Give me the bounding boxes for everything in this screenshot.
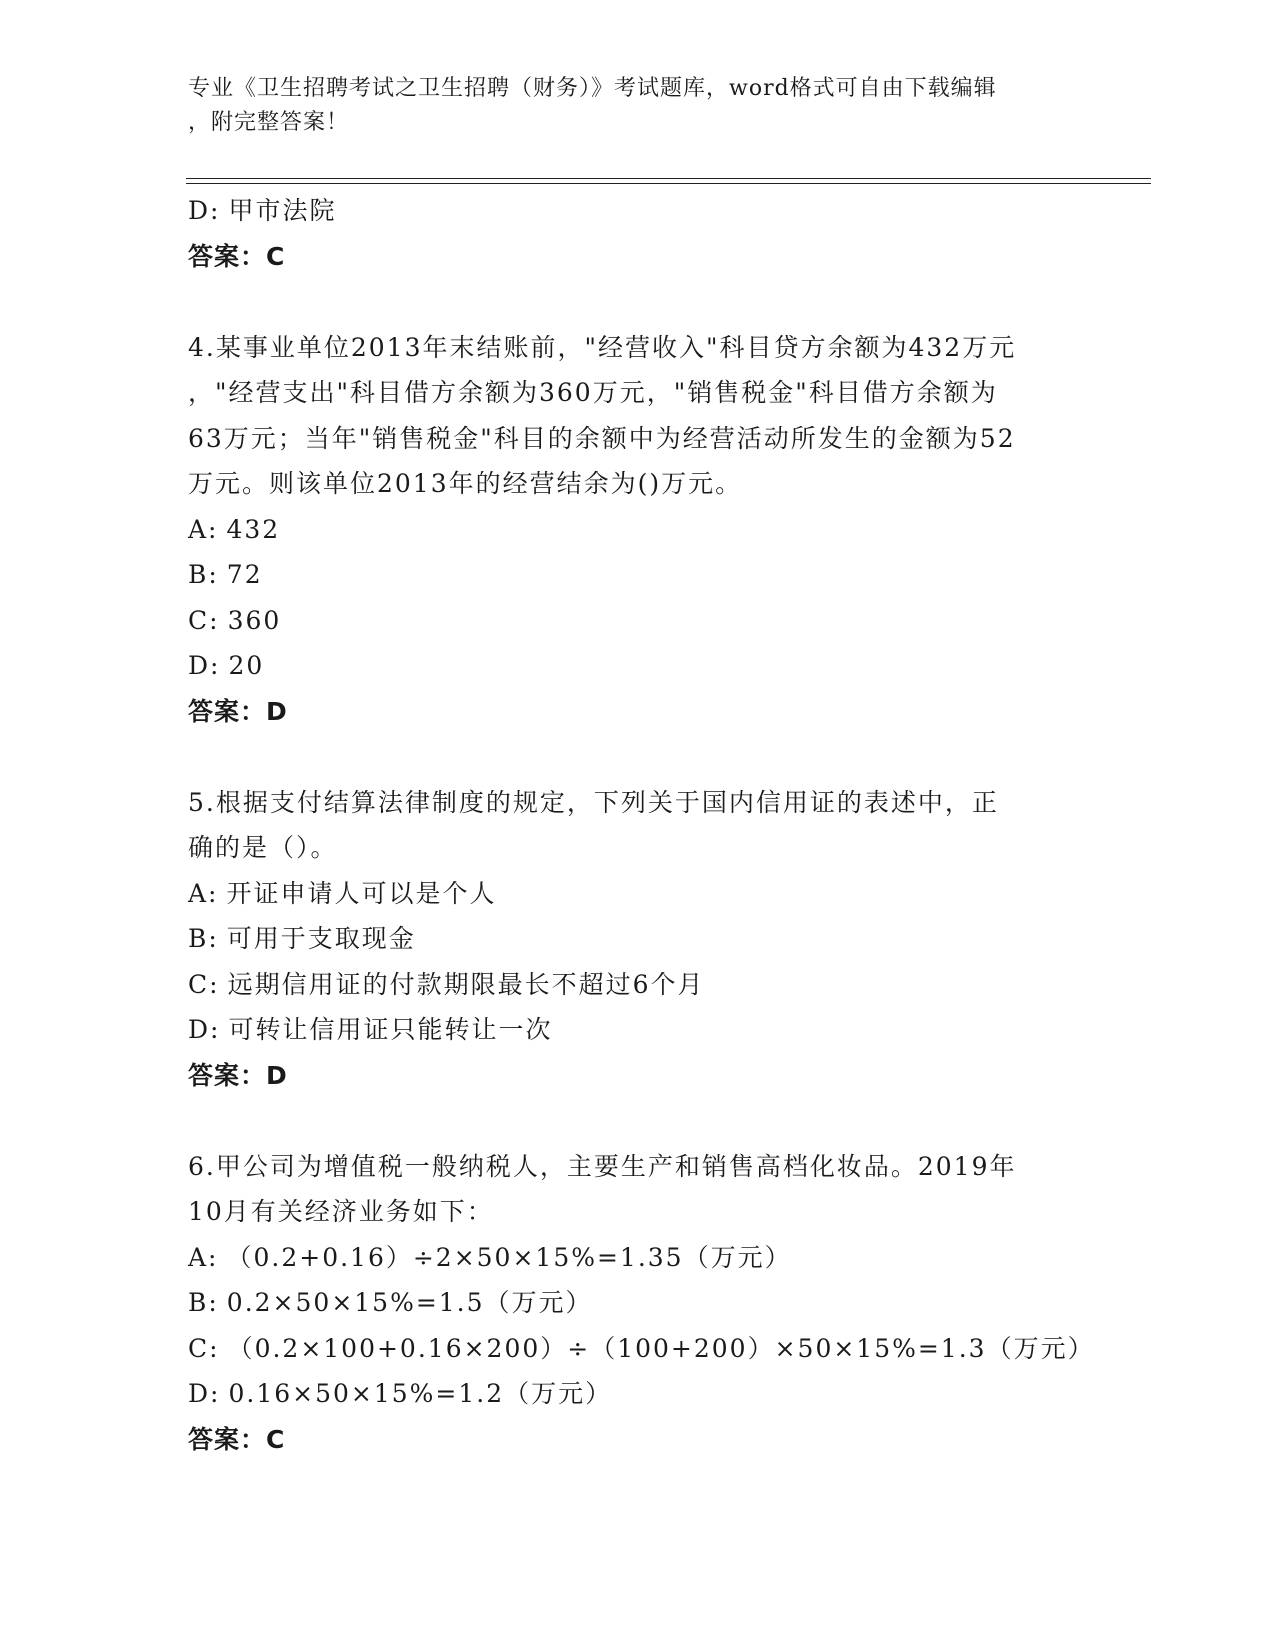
- option-text: 432: [226, 514, 281, 544]
- answer-line: 答案：C: [188, 241, 286, 271]
- option-row: [188, 507, 1088, 553]
- option-row: [188, 1326, 1095, 1372]
- option-row: [188, 916, 1088, 962]
- option-label: D:: [188, 1379, 221, 1408]
- document-header: [188, 72, 1068, 140]
- option-text: 0.16×50×15%=1.2（万元）: [228, 1379, 613, 1408]
- option-row: [188, 1371, 1088, 1417]
- question-block: [188, 1144, 1095, 1463]
- question-text-line: 6.甲公司为增值税一般纳税人，主要生产和销售高档化妆品。2019年: [188, 1151, 1017, 1181]
- question-text-line: 4.某事业单位2013年末结账前，"经营收入"科目贷方余额为432万元: [188, 332, 1017, 362]
- spacer: [188, 279, 1088, 325]
- option-row: [188, 552, 1088, 598]
- answer-line: 答案：D: [188, 696, 288, 726]
- option-text: 360: [227, 605, 282, 635]
- option-label: D:: [188, 196, 221, 225]
- option-row: [188, 1235, 1088, 1281]
- option-text: 72: [226, 560, 263, 589]
- spacer: [188, 734, 1088, 780]
- option-row: [188, 598, 1088, 644]
- option-label: C:: [188, 605, 220, 635]
- option-label: C:: [188, 1333, 220, 1363]
- header-rule-top: [186, 178, 1151, 179]
- header-rule-bottom: [186, 183, 1151, 184]
- option-label: C:: [188, 969, 220, 999]
- header-line-2: ，附完整答案！: [188, 110, 350, 135]
- option-text: 远期信用证的付款期限最长不超过6个月: [227, 969, 705, 999]
- option-text: （0.2×100+0.16×200）÷（100+200）×50×15%=1.3（万元）: [227, 1333, 1095, 1363]
- option-row: [188, 1280, 1088, 1326]
- question-content: [188, 188, 1095, 1462]
- header-line-1: 专业《卫生招聘考试之卫生招聘（财务）》考试题库，word格式可自由下载编辑: [188, 76, 997, 101]
- option-label: A:: [188, 878, 219, 908]
- answer-line: 答案：D: [188, 1060, 288, 1090]
- option-text: 可转让信用证只能转让一次: [228, 1015, 553, 1044]
- option-label: B:: [188, 560, 219, 589]
- option-row: [188, 962, 1088, 1008]
- option-text: 甲市法院: [228, 196, 337, 225]
- spacer: [188, 1098, 1088, 1144]
- option-label: B:: [188, 1288, 219, 1317]
- option-row: [188, 871, 1088, 917]
- question-block: [188, 325, 1088, 735]
- option-text: 可用于支取现金: [226, 924, 416, 953]
- option-label: A:: [188, 514, 219, 544]
- option-row: [188, 643, 1088, 689]
- option-text: 开证申请人可以是个人: [226, 878, 497, 908]
- option-label: B:: [188, 924, 219, 953]
- question-text-line: ，"经营支出"科目借方余额为360万元，"销售税金"科目借方余额为: [188, 378, 998, 407]
- option-row: [188, 188, 1088, 234]
- question-text-line: 5.根据支付结算法律制度的规定，下列关于国内信用证的表述中，正: [188, 787, 999, 817]
- question-text-line: 10月有关经济业务如下：: [188, 1197, 494, 1226]
- option-text: （0.2+0.16）÷2×50×15%=1.35（万元）: [226, 1242, 792, 1272]
- option-label: D:: [188, 1015, 221, 1044]
- question-text-line: 万元。则该单位2013年的经营结余为()万元。: [188, 469, 743, 498]
- option-label: A:: [188, 1242, 219, 1272]
- question-text-line: 63万元；当年"销售税金"科目的余额中为经营活动所发生的金额为52: [188, 423, 1016, 453]
- option-text: 0.2×50×15%=1.5（万元）: [226, 1288, 593, 1317]
- question-text-line: 确的是（）。: [188, 833, 338, 862]
- option-text: 20: [228, 651, 265, 680]
- option-label: D:: [188, 651, 221, 680]
- answer-line: 答案：C: [188, 1424, 286, 1454]
- question-block: [188, 780, 1088, 1099]
- option-row: [188, 1007, 1088, 1053]
